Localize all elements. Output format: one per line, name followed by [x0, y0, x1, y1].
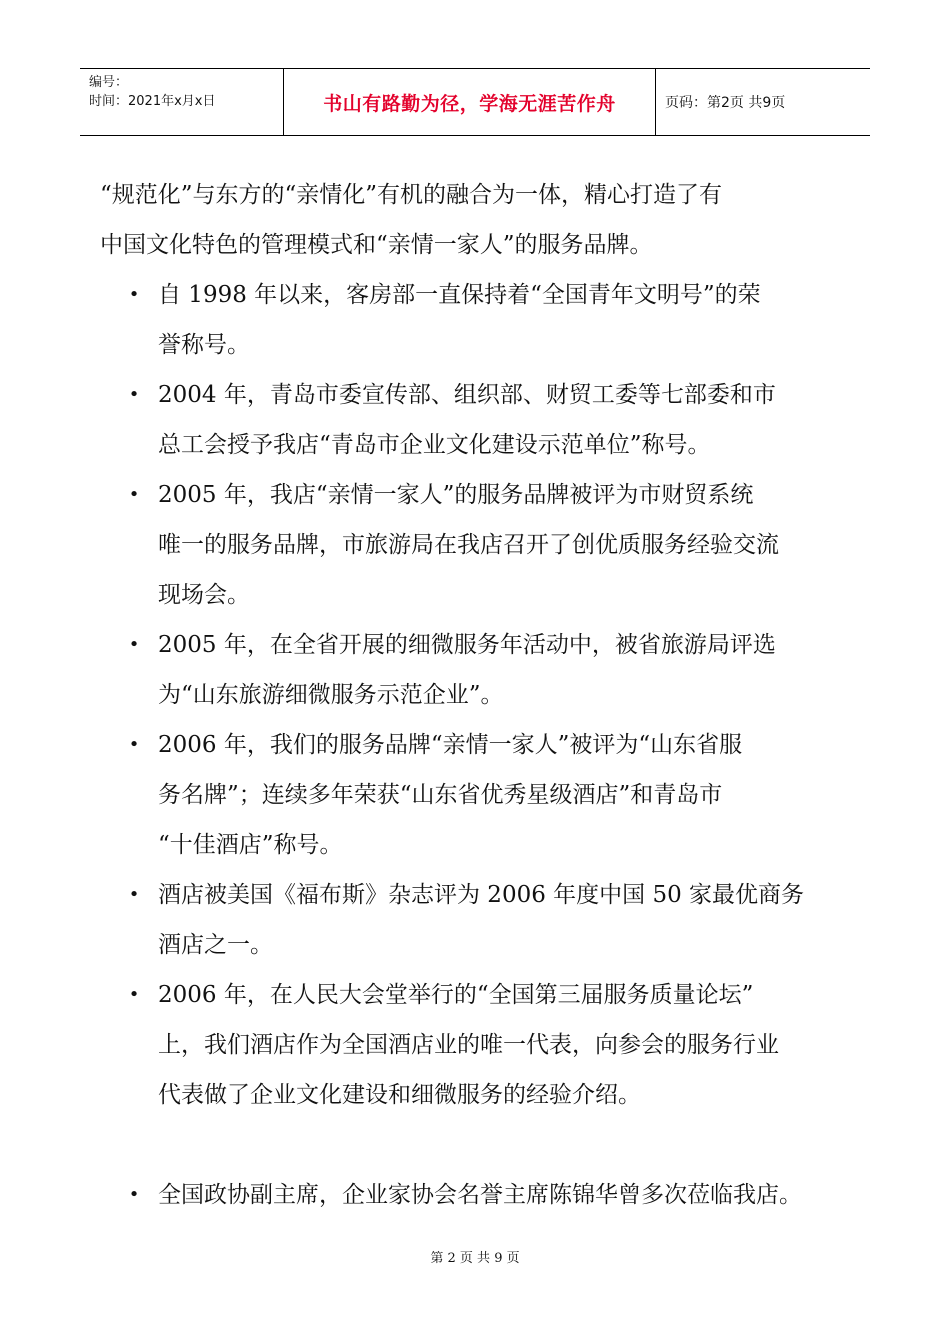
list-line: 酒店被美国《福布斯》杂志评为 2006 年度中国 50 家最优商务 [158, 882, 805, 908]
list-line: 总工会授予我店“青岛市企业文化建设示范单位”称号。 [158, 432, 711, 458]
list-line: 现场会。 [158, 582, 250, 608]
bullet-icon: • [128, 734, 140, 755]
header-table [80, 68, 870, 136]
list-line: 酒店之一。 [158, 932, 273, 958]
list-line: 2004 年，青岛市委宣传部、组织部、财贸工委等七部委和市 [158, 382, 776, 408]
bullet-icon: • [128, 984, 140, 1005]
bullet-icon: • [128, 484, 140, 505]
list-item [100, 370, 860, 470]
list-line: 自 1998 年以来，客房部一直保持着“全国青年文明号”的荣 [158, 282, 761, 308]
list-line: 全国政协副主席，企业家协会名誉主席陈锦华曾多次莅临我店。 [158, 1182, 802, 1208]
list-item [100, 270, 860, 370]
list-line: “十佳酒店”称号。 [158, 832, 343, 858]
honors-list [100, 270, 860, 1220]
list-line: 唯一的服务品牌，市旅游局在我店召开了创优质服务经验交流 [158, 532, 779, 558]
intro-line: 中国文化特色的管理模式和“亲情一家人”的服务品牌。 [100, 232, 653, 258]
list-line: 2005 年，在全省开展的细微服务年活动中，被省旅游局评选 [158, 632, 776, 658]
document-time-label: 时间：2021年x月x日 [89, 94, 216, 109]
list-line: 代表做了企业文化建设和细微服务的经验介绍。 [158, 1082, 641, 1108]
list-line: 为“山东旅游细微服务示范企业”。 [158, 682, 504, 708]
document-number-label: 编号： [89, 75, 129, 90]
page-footer: 第 2 页 共 9 页 [430, 1251, 520, 1266]
intro-line: “规范化”与东方的“亲情化”有机的融合为一体，精心打造了有 [100, 182, 723, 208]
bullet-icon: • [128, 384, 140, 405]
list-line: 2006 年，在人民大会堂举行的“全国第三届服务质量论坛” [158, 982, 754, 1008]
list-item [100, 1170, 860, 1220]
list-item [100, 620, 860, 720]
list-line: 上，我们酒店作为全国酒店业的唯一代表，向参会的服务行业 [158, 1032, 779, 1058]
header-meta [80, 69, 283, 135]
list-item [100, 720, 860, 870]
list-line: 务名牌”；连续多年荣获“山东省优秀星级酒店”和青岛市 [158, 782, 723, 808]
document-body [100, 170, 860, 1220]
bullet-icon: • [128, 884, 140, 905]
list-line: 2006 年，我们的服务品牌“亲情一家人”被评为“山东省服 [158, 732, 743, 758]
list-item [100, 470, 860, 620]
bullet-icon: • [128, 1184, 140, 1205]
bullet-icon: • [128, 634, 140, 655]
list-item [100, 870, 860, 970]
list-item [100, 970, 860, 1120]
list-line: 誉称号。 [158, 332, 250, 358]
list-line: 2005 年，我店“亲情一家人”的服务品牌被评为市财贸系统 [158, 482, 754, 508]
header-page-code: 页码：第2页 共9页 [665, 95, 786, 111]
header-motto: 书山有路勤为径，学海无涯苦作舟 [283, 69, 656, 135]
intro-paragraph [100, 170, 860, 270]
bullet-icon: • [128, 284, 140, 305]
